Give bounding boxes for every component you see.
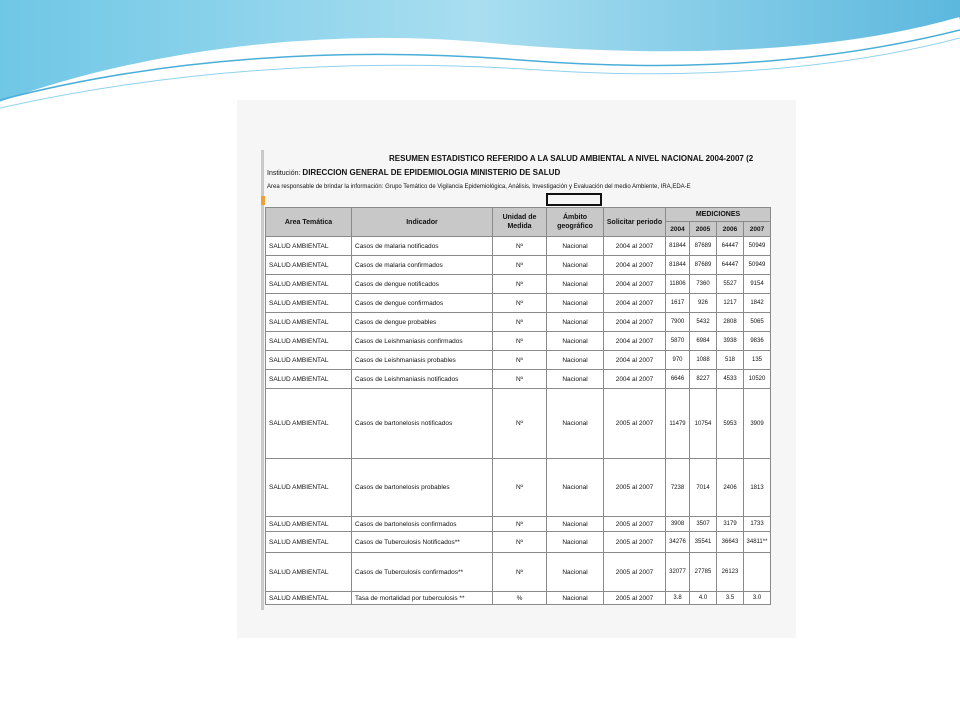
cell-scope: Nacional [547,370,604,389]
cell-unit: Nº [493,459,547,517]
cell-2005: 5432 [690,313,717,332]
cell-2007: 10520 [744,370,771,389]
responsible-area: Area responsable de brindar la información: Grupo Temático de Vigilancia Epidemiológica, Análisis, Investigación y Evaluación del medio Ambiente, IRA,EDA-E [267,184,691,190]
cell-unit: Nº [493,313,547,332]
cell-indicator: Casos de Leishmaniasis notificados [352,370,493,389]
cell-2005: 7360 [690,275,717,294]
cell-2005: 6984 [690,332,717,351]
cell-2005: 4.0 [690,592,717,605]
institution-label: Institución: [267,170,301,177]
table-row [266,370,771,389]
cell-indicator: Casos de Leishmaniasis confirmados [352,332,493,351]
cell-scope: Nacional [547,532,604,553]
cell-2006: 518 [717,351,744,370]
cell-2007: 9154 [744,275,771,294]
cell-period: 2005 al 2007 [604,592,666,605]
institution-name: DIRECCION GENERAL DE EPIDEMIOLOGIA MINISTERIO DE SALUD [302,168,561,177]
sheet-left-edge [261,150,264,610]
table-row [266,553,771,592]
cell-indicator: Casos de malaria notificados [352,237,493,256]
cell-period: 2004 al 2007 [604,275,666,294]
table-row [266,237,771,256]
cell-2007: 34811** [744,532,771,553]
cell-2007: 135 [744,351,771,370]
header-period: Solicitar periodo [604,208,666,237]
cell-2006: 2808 [717,313,744,332]
cell-2005: 7014 [690,459,717,517]
cell-scope: Nacional [547,592,604,605]
header-area: Area Temática [266,208,352,237]
cell-unit: Nº [493,237,547,256]
table-row [266,275,771,294]
cell-scope: Nacional [547,313,604,332]
selected-cell-outline [546,193,602,206]
cell-unit: Nº [493,553,547,592]
cell-2006: 3179 [717,517,744,532]
cell-area: SALUD AMBIENTAL [266,256,352,275]
cell-scope: Nacional [547,256,604,275]
cell-unit: % [493,592,547,605]
cell-2007: 3.0 [744,592,771,605]
cell-indicator: Casos de bartonelosis notificados [352,389,493,459]
cell-2005: 87689 [690,256,717,275]
cell-area: SALUD AMBIENTAL [266,294,352,313]
cell-2005: 926 [690,294,717,313]
cell-2007 [744,553,771,592]
cell-period: 2004 al 2007 [604,237,666,256]
cell-scope: Nacional [547,332,604,351]
cell-2005: 8227 [690,370,717,389]
cell-unit: Nº [493,389,547,459]
cell-indicator: Casos de bartonelosis probables [352,459,493,517]
cell-indicator: Casos de Leishmaniasis probables [352,351,493,370]
cell-area: SALUD AMBIENTAL [266,517,352,532]
cell-2004: 81844 [666,237,690,256]
cell-indicator: Casos de dengue probables [352,313,493,332]
table-row [266,256,771,275]
cell-2004: 7238 [666,459,690,517]
cell-area: SALUD AMBIENTAL [266,553,352,592]
cell-area: SALUD AMBIENTAL [266,459,352,517]
cell-scope: Nacional [547,553,604,592]
cell-2007: 1842 [744,294,771,313]
cell-period: 2004 al 2007 [604,294,666,313]
cell-scope: Nacional [547,294,604,313]
cell-area: SALUD AMBIENTAL [266,389,352,459]
cell-2005: 10754 [690,389,717,459]
cell-2004: 5870 [666,332,690,351]
cell-2006: 3.5 [717,592,744,605]
cell-2006: 64447 [717,256,744,275]
institution-line [267,168,560,177]
table-row [266,351,771,370]
cell-area: SALUD AMBIENTAL [266,532,352,553]
cell-scope: Nacional [547,459,604,517]
header-year-2007: 2007 [744,222,771,237]
cell-scope: Nacional [547,275,604,294]
header-year-2004: 2004 [666,222,690,237]
cell-scope: Nacional [547,517,604,532]
cell-2007: 1733 [744,517,771,532]
header-unit: Unidad de Medida [493,208,547,237]
cell-unit: Nº [493,275,547,294]
header-wave-decoration [0,0,960,115]
cell-unit: Nº [493,532,547,553]
cell-2007: 50949 [744,237,771,256]
cell-2007: 1813 [744,459,771,517]
cell-2007: 50949 [744,256,771,275]
cell-2006: 64447 [717,237,744,256]
cell-2004: 11806 [666,275,690,294]
cell-2005: 87689 [690,237,717,256]
cell-period: 2004 al 2007 [604,332,666,351]
cell-2004: 3.8 [666,592,690,605]
cell-2004: 32077 [666,553,690,592]
cell-2006: 2406 [717,459,744,517]
cell-period: 2005 al 2007 [604,389,666,459]
cell-2006: 3938 [717,332,744,351]
cell-unit: Nº [493,256,547,275]
cell-period: 2005 al 2007 [604,532,666,553]
table-row [266,532,771,553]
table-row [266,313,771,332]
cell-area: SALUD AMBIENTAL [266,313,352,332]
cell-unit: Nº [493,332,547,351]
cell-area: SALUD AMBIENTAL [266,351,352,370]
table-row [266,592,771,605]
cell-area: SALUD AMBIENTAL [266,332,352,351]
cell-indicator: Casos de malaria confirmados [352,256,493,275]
cell-period: 2004 al 2007 [604,256,666,275]
cell-2005: 27785 [690,553,717,592]
header-year-2005: 2005 [690,222,717,237]
cell-2006: 5953 [717,389,744,459]
cell-2005: 1088 [690,351,717,370]
cell-unit: Nº [493,370,547,389]
header-year-2006: 2006 [717,222,744,237]
table-row [266,517,771,532]
table-row [266,389,771,459]
cell-2006: 1217 [717,294,744,313]
cell-2004: 3908 [666,517,690,532]
cell-period: 2005 al 2007 [604,459,666,517]
document-title: RESUMEN ESTADISTICO REFERIDO A LA SALUD AMBIENTAL A NIVEL NACIONAL 2004-2007 (2 [389,154,754,163]
cell-period: 2005 al 2007 [604,553,666,592]
cell-2004: 7900 [666,313,690,332]
cell-2004: 11479 [666,389,690,459]
sheet-edge-marker [261,196,265,205]
cell-scope: Nacional [547,389,604,459]
cell-2005: 3507 [690,517,717,532]
cell-2007: 9836 [744,332,771,351]
cell-2006: 26123 [717,553,744,592]
cell-2006: 4533 [717,370,744,389]
cell-indicator: Casos de Tuberculosis Notificados** [352,532,493,553]
header-scope: Ámbito geográfico [547,208,604,237]
cell-2006: 36643 [717,532,744,553]
cell-area: SALUD AMBIENTAL [266,275,352,294]
cell-period: 2004 al 2007 [604,351,666,370]
cell-2004: 1617 [666,294,690,313]
cell-period: 2004 al 2007 [604,313,666,332]
cell-indicator: Casos de Tuberculosis confirmados** [352,553,493,592]
cell-2007: 5065 [744,313,771,332]
cell-unit: Nº [493,294,547,313]
spreadsheet-image [237,100,796,638]
cell-2004: 34276 [666,532,690,553]
cell-period: 2004 al 2007 [604,370,666,389]
cell-scope: Nacional [547,237,604,256]
cell-area: SALUD AMBIENTAL [266,237,352,256]
cell-2004: 81844 [666,256,690,275]
cell-2004: 970 [666,351,690,370]
header-measurements: MEDICIONES [666,208,771,222]
table-row [266,459,771,517]
cell-period: 2005 al 2007 [604,517,666,532]
cell-2004: 6646 [666,370,690,389]
cell-indicator: Casos de dengue notificados [352,275,493,294]
cell-indicator: Tasa de mortalidad por tuberculosis ** [352,592,493,605]
cell-area: SALUD AMBIENTAL [266,592,352,605]
cell-indicator: Casos de bartonelosis confirmados [352,517,493,532]
cell-scope: Nacional [547,351,604,370]
cell-area: SALUD AMBIENTAL [266,370,352,389]
table-row [266,332,771,351]
cell-2007: 3909 [744,389,771,459]
header-indicator: Indicador [352,208,493,237]
cell-unit: Nº [493,351,547,370]
statistics-table [265,207,771,605]
cell-indicator: Casos de dengue confirmados [352,294,493,313]
table-row [266,294,771,313]
cell-2006: 5527 [717,275,744,294]
cell-2005: 35541 [690,532,717,553]
cell-unit: Nº [493,517,547,532]
